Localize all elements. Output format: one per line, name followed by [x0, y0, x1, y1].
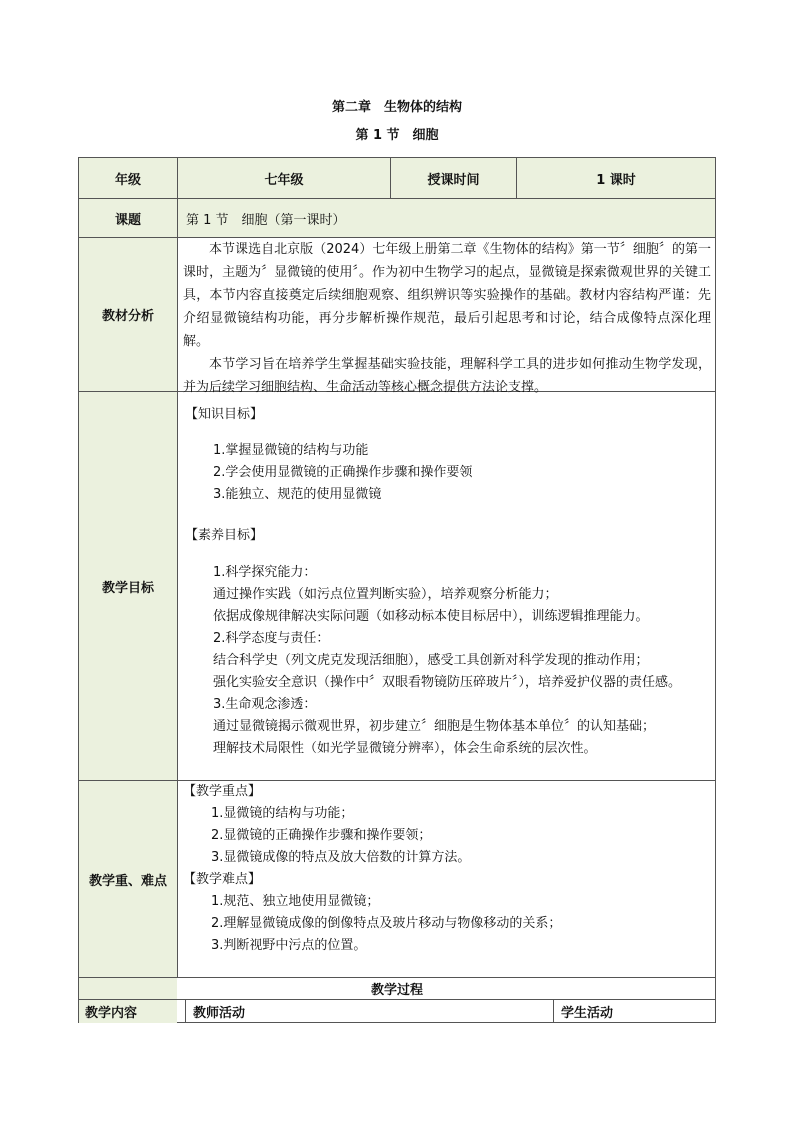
list-item: 3.判断视野中污点的位置。: [211, 938, 367, 953]
analysis-label: 教材分析: [101, 309, 154, 324]
analysis-content: [183, 238, 711, 395]
knowledge-goals-list: [213, 440, 472, 506]
keys-content: [183, 781, 711, 977]
list-item: 结合科学史（列文虎克发现活细胞），感受工具创新对科学发现的推动作用；: [213, 653, 649, 668]
list-item: 1.科学探究能力：: [213, 565, 317, 580]
analysis-paragraph: 本节课选自北京版（2024）七年级上册第二章《生物体的结构》第一节〞细胞〞的第一课时，主题为〞显微镜的使用〞。作为初中生物学习的起点，显微镜是探索微观世界的关键工具，本节内容直接奠定后续细胞观察、组织辨识等实验操作的基础。教材内容结构严谨：先介绍显微镜结构功能，再分步解析操作规范，最后引起思考和讨论，结合成像特点深化理解。: [183, 242, 711, 349]
keys-label: 教学重、难点: [88, 873, 167, 889]
list-item: 强化实验安全意识（操作中〞双眼看物镜防压碎玻片〞），培养爱护仪器的责任感。: [213, 675, 682, 690]
literacy-goals-heading: 【素养目标】: [185, 528, 264, 543]
column-header-teacher: 教师活动: [193, 1006, 246, 1021]
goals-label: 教学目标: [101, 580, 154, 596]
time-value: 1 课时: [596, 172, 636, 188]
column-header-student: 学生活动: [561, 1006, 614, 1021]
list-item: 2.科学态度与责任：: [213, 631, 330, 646]
grade-value: 七年级: [264, 172, 304, 188]
chapter-title: 第二章 生物体的结构: [331, 100, 462, 115]
list-item: 2.显微镜的正确操作步骤和操作要领；: [211, 828, 432, 843]
knowledge-goals-heading: 【知识目标】: [185, 407, 264, 422]
process-title: 教学过程: [370, 983, 423, 998]
list-item: 1.显微镜的结构与功能；: [211, 806, 354, 821]
list-item: 3.能独立、规范的使用显微镜: [213, 487, 382, 502]
literacy-goals-list: [213, 562, 681, 760]
list-item: 2.理解显微镜成像的倒像特点及玻片移动与物像移动的关系；: [211, 916, 562, 931]
grade-label: 年级: [114, 172, 141, 188]
list-item: 3.生命观念渗透：: [213, 697, 317, 712]
topic-value: 第 1 节 细胞（第一课时）: [186, 212, 346, 228]
list-item: 通过操作实践（如污点位置判断实验），培养观察分析能力；: [213, 587, 558, 602]
difficult-points-heading: 【教学难点】: [183, 872, 262, 887]
section-title: 第 1 节 细胞: [355, 128, 439, 143]
column-header-content: 教学内容: [85, 1006, 138, 1021]
key-points-heading: 【教学重点】: [183, 784, 262, 799]
list-item: 依据成像规律解决实际问题（如移动标本使目标居中），训练逻辑推理能力。: [213, 609, 649, 624]
list-item: 1.规范、独立地使用显微镜；: [211, 894, 380, 909]
key-points-list: [211, 803, 470, 869]
list-item: 通过显微镜揭示微观世界，初步建立〞细胞是生物体基本单位〞的认知基础；: [213, 719, 656, 734]
difficult-points-list: [211, 891, 561, 957]
goals-content: [185, 392, 713, 780]
topic-label: 课题: [114, 212, 141, 228]
list-item: 1.掌握显微镜的结构与功能: [213, 443, 369, 458]
lesson-plan-table: [78, 157, 716, 1023]
time-label: 授课时间: [427, 172, 480, 188]
list-item: 理解技术局限性（如光学显微镜分辨率），体会生命系统的层次性。: [213, 741, 597, 756]
list-item: 2.学会使用显微镜的正确操作步骤和操作要领: [213, 465, 473, 480]
analysis-paragraph: 本节学习旨在培养学生掌握基础实验技能，理解科学工具的进步如何推动生物学发现，并为后续学习细胞结构、生命活动等核心概念提供方法论支撑。: [183, 357, 711, 395]
list-item: 3.显微镜成像的特点及放大倍数的计算方法。: [211, 850, 471, 865]
